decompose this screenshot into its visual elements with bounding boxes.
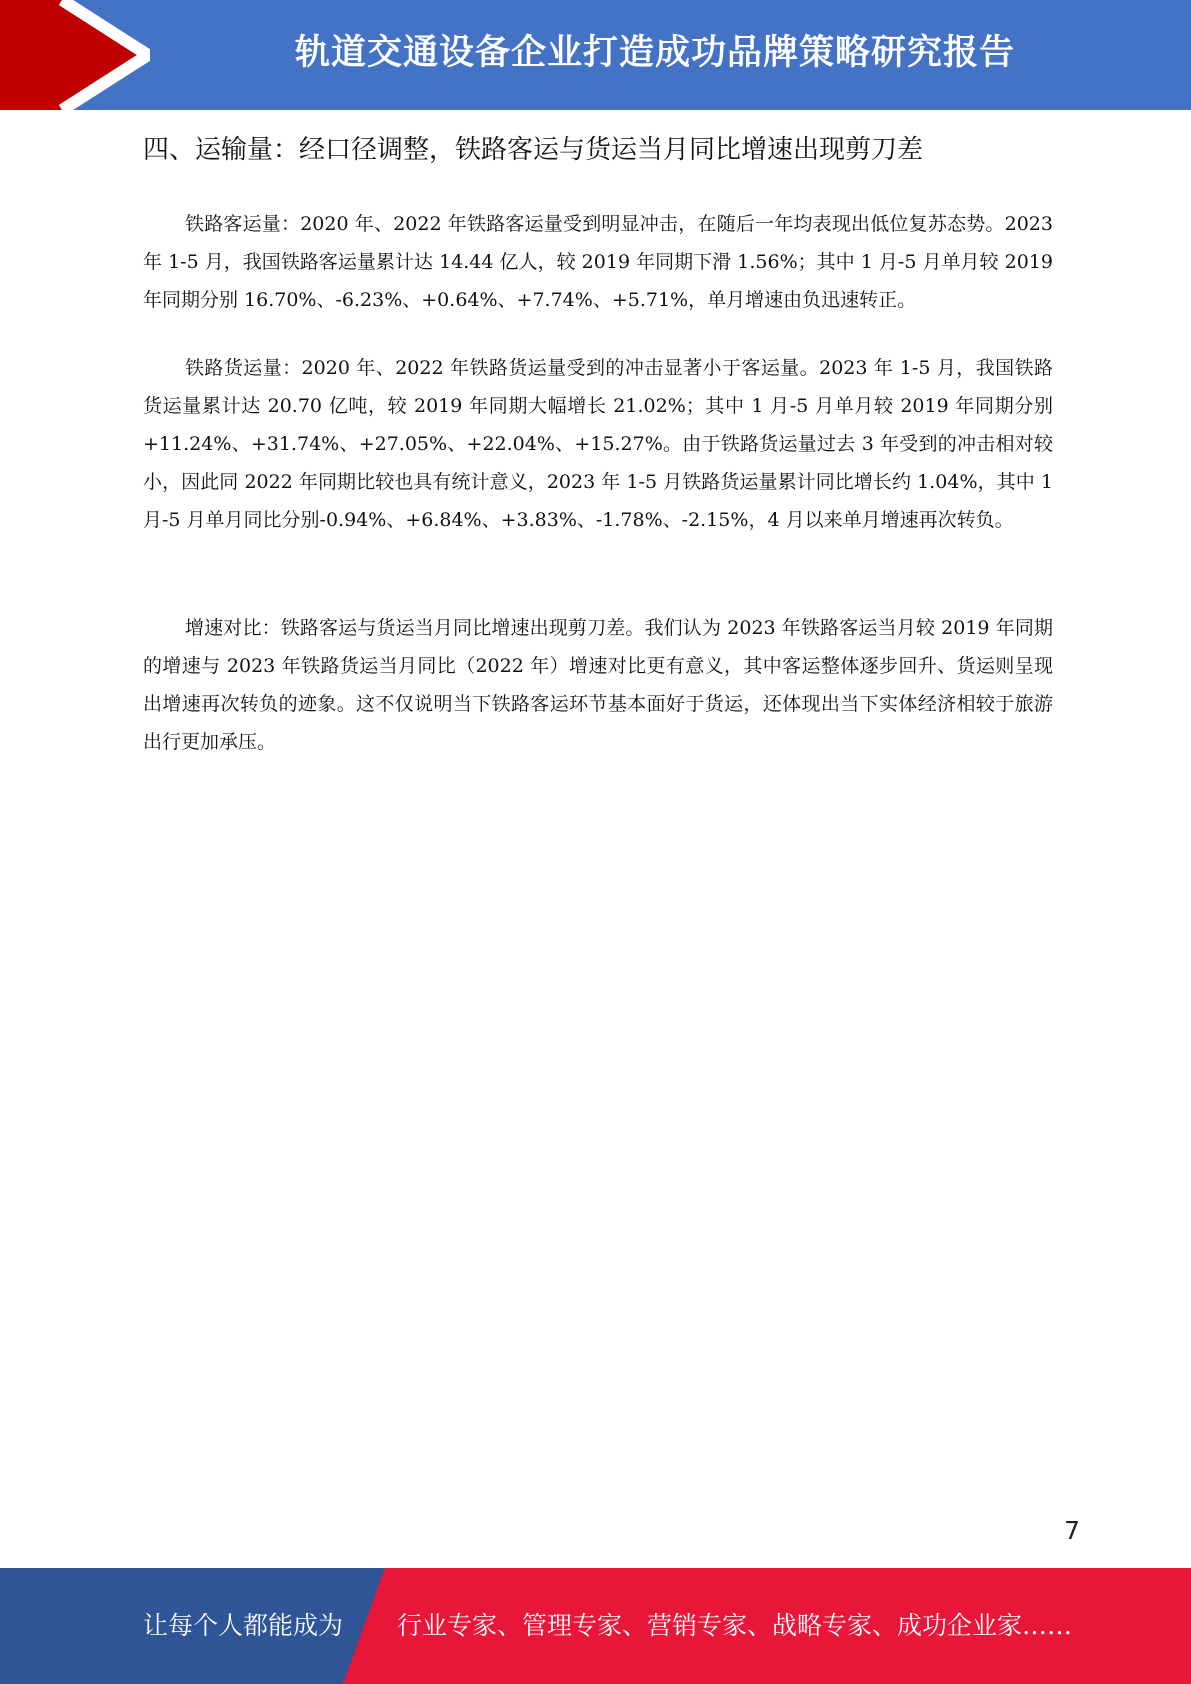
page-footer	[0, 1568, 1191, 1684]
report-title: 轨道交通设备企业打造成功品牌策略研究报告	[294, 33, 1015, 73]
page-number: 7	[1064, 1516, 1080, 1545]
footer-slogan-right: 行业专家、管理专家、营销专家、战略专家、成功企业家……	[397, 1611, 1073, 1640]
header-red-arrow	[0, 0, 148, 110]
paragraph-freight-volume: 铁路货运量：2020 年、2022 年铁路货运量受到的冲击显著小于客运量。2023 年 1-5 月，我国铁路货运量累计达 20.70 亿吨，较 2019 年同期大幅增长 21.02%；其中 1 月-5 月单月较 2019 年同期分别+11.24%、+31.74%、+27.05%、+22.04%、+15.27%。由于铁路货运量过去 3 年受到的冲击相对较小，因此同 2022 年同期比较也具有统计意义，2023 年 1-5 月铁路货运量累计同比增长约 1.04%，其中 1 月-5 月单月同比分别-0.94%、+6.84%、+3.83%、-1.78%、-2.15%，4 月以来单月增速再次转负。	[143, 357, 1053, 531]
header-arrow-decoration	[0, 0, 150, 110]
paragraph-passenger-volume: 铁路客运量：2020 年、2022 年铁路客运量受到明显冲击，在随后一年均表现出低位复苏态势。2023 年 1-5 月，我国铁路客运量累计达 14.44 亿人，较 2019 年同期下滑 1.56%；其中 1 月-5 月单月较 2019 年同期分别 16.70%、-6.23%、+0.64%、+7.74%、+5.71%，单月增速由负迅速转正。	[143, 213, 1053, 311]
footer-slogan-left: 让每个人都能成为	[143, 1611, 344, 1640]
page-header	[0, 0, 1191, 110]
paragraph-growth-comparison: 增速对比：铁路客运与货运当月同比增速出现剪刀差。我们认为 2023 年铁路客运当月较 2019 年同期的增速与 2023 年铁路货运当月同比（2022 年）增速对比更有意义，其中客运整体逐步回升、货运则呈现出增速再次转负的迹象。这不仅说明当下铁路客运环节基本面好于货运，还体现出当下实体经济相较于旅游出行更加承压。	[143, 617, 1053, 753]
section-heading: 四、运输量：经口径调整，铁路客运与货运当月同比增速出现剪刀差	[143, 135, 924, 165]
